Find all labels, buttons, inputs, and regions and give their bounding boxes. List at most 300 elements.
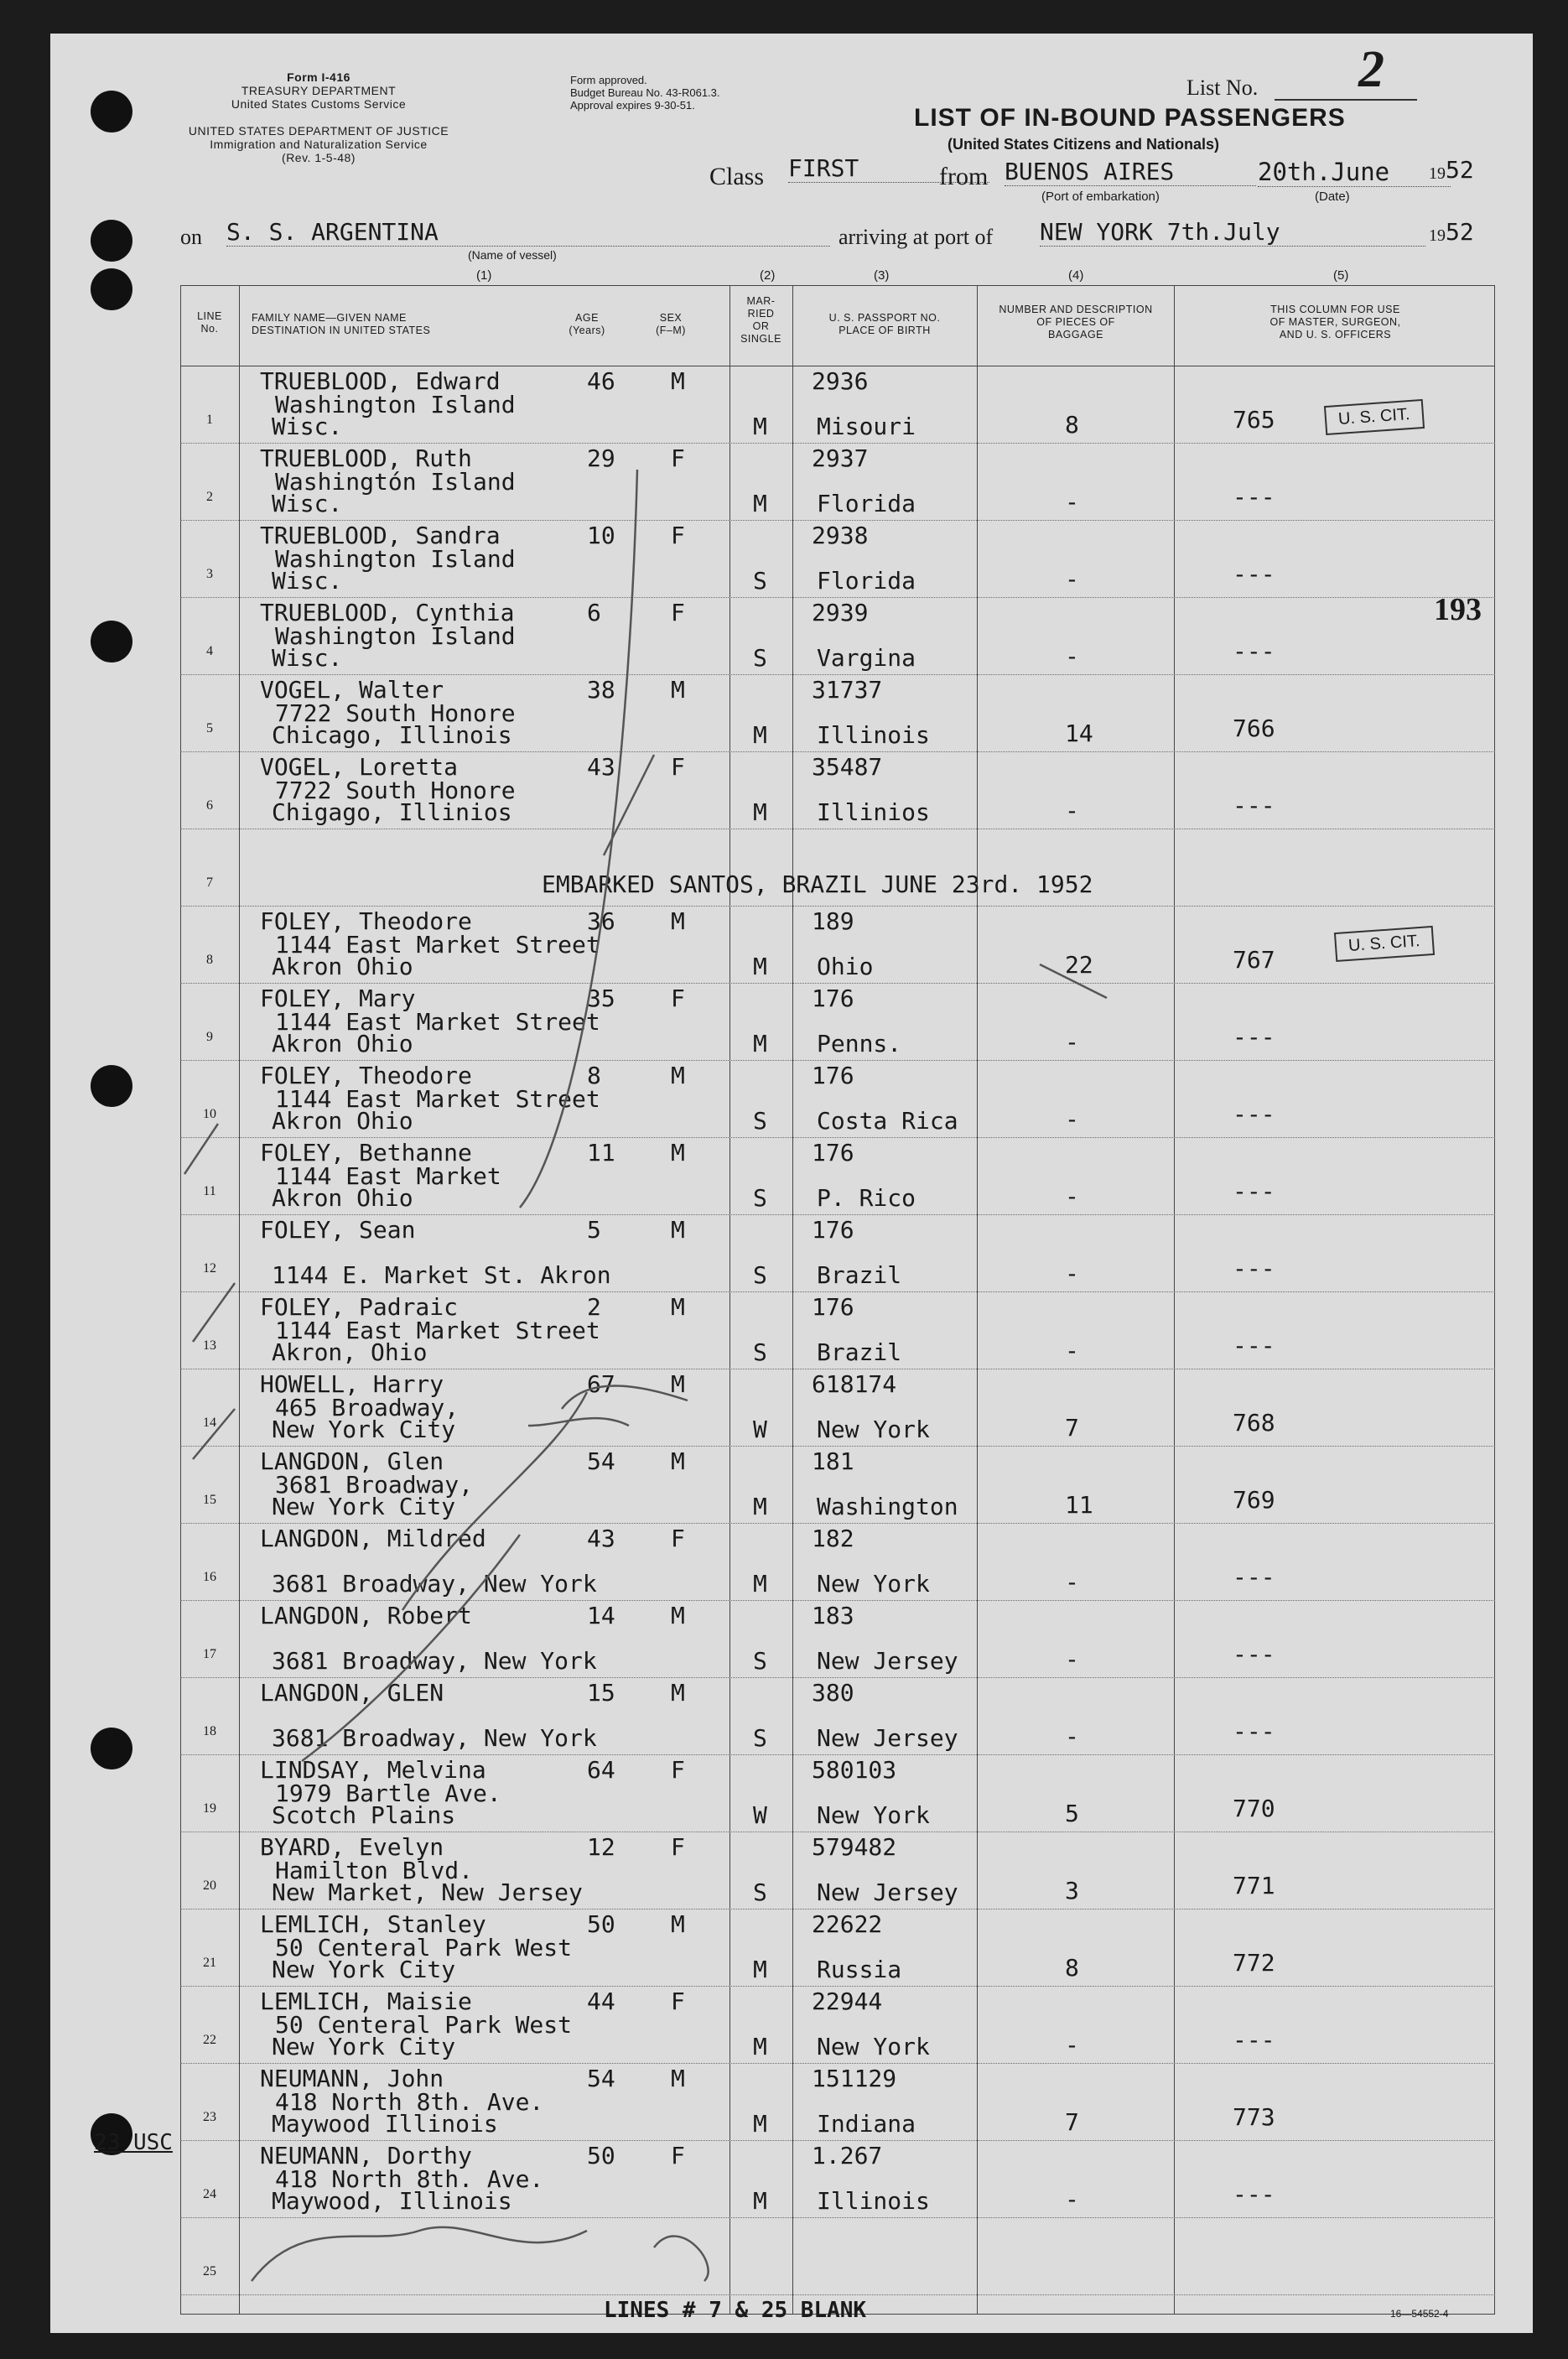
line-number: 2 (206, 490, 213, 504)
passenger-name: FOLEY, Theodore (260, 1062, 472, 1089)
address-line-1: 1144 East Market Street (275, 931, 600, 959)
passenger-name: VOGEL, Loretta (260, 753, 459, 781)
passenger-name: TRUEBLOOD, Sandra (260, 522, 501, 549)
officer-number-cell: 768 (1233, 1409, 1275, 1437)
baggage-count-cell: 7 (1065, 1414, 1079, 1442)
place-of-birth-cell: Illinios (817, 798, 930, 826)
approval-expires: Approval expires 9-30-51. (570, 99, 695, 112)
passport-number-cell: 176 (812, 1139, 854, 1167)
baggage-count-cell: - (1065, 1568, 1079, 1596)
sex-cell: F (671, 1833, 685, 1861)
baggage-count-cell: 11 (1065, 1491, 1093, 1519)
marital-status-cell: M (753, 1030, 767, 1057)
address-line-1: 1144 East Market (275, 1162, 501, 1190)
passport-number-cell: 176 (812, 1293, 854, 1321)
age-cell: 29 (587, 444, 615, 472)
officer-number-cell: 765 (1233, 406, 1275, 434)
arriving-label: arriving at port of (839, 225, 994, 249)
address-line-1: 1144 East Market Street (275, 1085, 600, 1113)
address-line-2: New York City (272, 1416, 456, 1443)
passenger-name: LANGDON, GLEN (260, 1679, 444, 1707)
officer-number-cell: --- (1233, 1177, 1275, 1205)
passport-number-cell: 176 (812, 1062, 854, 1089)
sex-cell: M (671, 1447, 685, 1475)
marital-status-cell: M (753, 1956, 767, 1983)
line-number: 19 (203, 1801, 216, 1816)
baggage-count-cell: 8 (1065, 1954, 1079, 1982)
baggage-count-cell: - (1065, 1182, 1079, 1210)
baggage-count-cell: 7 (1065, 2108, 1079, 2136)
ins-service: Immigration and Naturalization Service (210, 138, 428, 151)
address-line-2: New York City (272, 2033, 456, 2060)
place-of-birth-cell: Brazil (817, 1261, 902, 1289)
baggage-count-cell: - (1065, 2031, 1079, 2059)
col-header-line: LINE No. (197, 310, 222, 335)
vessel-name: S. S. ARGENTINA (226, 218, 830, 247)
age-cell: 6 (587, 599, 601, 626)
age-cell: 50 (587, 1910, 615, 1938)
address-line-2: Scotch Plains (272, 1801, 456, 1829)
passport-number-cell: 181 (812, 1447, 854, 1475)
baggage-count-cell: 8 (1065, 411, 1079, 439)
sex-cell: M (671, 1679, 685, 1707)
place-of-birth-cell: Indiana (817, 2110, 916, 2138)
age-cell: 5 (587, 1216, 601, 1244)
address-line-2: Wisc. (272, 644, 343, 672)
age-cell: 46 (587, 367, 615, 395)
baggage-count-cell: - (1065, 488, 1079, 516)
sex-cell: F (671, 1756, 685, 1784)
place-of-birth-cell: Ohio (817, 953, 874, 980)
age-cell: 43 (587, 753, 615, 781)
address-line-1: Washingtón Island (275, 468, 516, 496)
address-line-1: Washington Island (275, 391, 516, 418)
sex-cell: F (671, 599, 685, 626)
address-line-2: Maywood, Illinois (272, 2187, 512, 2215)
marital-status-cell: S (753, 1107, 767, 1135)
passport-number-cell: 176 (812, 1216, 854, 1244)
form-number: Form I-416 (287, 70, 350, 84)
officer-number-cell: --- (1233, 1023, 1275, 1051)
baggage-count-cell: 3 (1065, 1877, 1079, 1904)
age-cell: 14 (587, 1602, 615, 1629)
col-header-officers: THIS COLUMN FOR USE OF MASTER, SURGEON, AND U. S. OFFICERS (1269, 304, 1401, 340)
line-number: 11 (203, 1184, 216, 1198)
place-of-birth-cell: Vargina (817, 644, 916, 672)
justice-dept: UNITED STATES DEPARTMENT OF JUSTICE (188, 124, 449, 138)
passenger-name: FOLEY, Mary (260, 985, 416, 1012)
passenger-name: LEMLICH, Stanley (260, 1910, 486, 1938)
sex-cell: M (671, 1910, 685, 1938)
marital-status-cell: W (753, 1801, 767, 1829)
sex-cell: M (671, 1139, 685, 1167)
passport-number-cell: 31737 (812, 676, 883, 704)
col-header-sex: SEX (F–M) (656, 312, 686, 336)
baggage-count-cell: - (1065, 1645, 1079, 1673)
col-header-name: FAMILY NAME—GIVEN NAME DESTINATION IN UNITED STATES (252, 312, 431, 336)
passport-number-cell: 182 (812, 1525, 854, 1552)
baggage-count-cell: - (1065, 565, 1079, 593)
line-number: 9 (206, 1030, 213, 1044)
officer-number-cell: --- (1233, 1717, 1275, 1745)
baggage-count-cell: 5 (1065, 1800, 1079, 1827)
baggage-count-cell: - (1065, 1105, 1079, 1133)
passenger-name: HOWELL, Harry (260, 1370, 444, 1398)
age-cell: 44 (587, 1987, 615, 2015)
place-of-birth-cell: Penns. (817, 1030, 902, 1057)
marital-status-cell: S (753, 567, 767, 595)
col-number: (2) (760, 268, 776, 283)
age-cell: 43 (587, 1525, 615, 1552)
address-line-2: Chigago, Illinios (272, 798, 512, 826)
embarkation-date: 20th.June (1258, 158, 1451, 187)
age-cell: 11 (587, 1139, 615, 1167)
passport-number-cell: 22622 (812, 1910, 883, 1938)
line-number: 13 (203, 1338, 216, 1353)
age-cell: 35 (587, 985, 615, 1012)
place-of-birth-cell: New York (817, 2033, 930, 2060)
line-number: 5 (206, 721, 213, 735)
officer-number-cell: --- (1233, 1563, 1275, 1591)
line-number: 4 (206, 644, 213, 658)
revision: (Rev. 1-5-48) (282, 151, 356, 164)
baggage-count-cell: - (1065, 797, 1079, 824)
sex-cell: M (671, 367, 685, 395)
sex-cell: M (671, 1602, 685, 1629)
marital-status-cell: W (753, 1416, 767, 1443)
document-subtitle: (United States Citizens and Nationals) (948, 136, 1220, 153)
passport-number-cell: 579482 (812, 1833, 897, 1861)
line-number: 6 (206, 798, 213, 813)
address-line-2: New York City (272, 1493, 456, 1520)
address-line-1: 465 Broadway, (275, 1394, 459, 1421)
col-header-married: MAR- RIED OR SINGLE (740, 295, 781, 345)
marital-status-cell: M (753, 1493, 767, 1520)
year-prefix: 19 (1429, 164, 1446, 183)
col-number: (4) (1068, 268, 1084, 283)
place-of-birth-cell: Illinois (817, 2187, 930, 2215)
address-line-1: Washington Island (275, 545, 516, 573)
sex-cell: F (671, 444, 685, 472)
place-of-birth-cell: New York (817, 1416, 930, 1443)
sex-cell: F (671, 1525, 685, 1552)
on-label: on (180, 225, 202, 249)
marital-status-cell: M (753, 2110, 767, 2138)
place-of-birth-cell: Washington (817, 1493, 958, 1520)
class-value: FIRST (788, 154, 989, 183)
passport-number-cell: 2936 (812, 367, 869, 395)
col-header-age: AGE (Years) (569, 312, 605, 336)
line-number: 8 (206, 953, 213, 967)
line-number: 15 (203, 1493, 216, 1507)
col-header-baggage: NUMBER AND DESCRIPTION OF PIECES OF BAGGAGE (999, 304, 1153, 340)
officer-number-cell: --- (1233, 2026, 1275, 2054)
address-line-2: Chicago, Illinois (272, 721, 512, 749)
address-line-2: New York City (272, 1956, 456, 1983)
marital-status-cell: S (753, 1338, 767, 1366)
officer-number-cell: 770 (1233, 1795, 1275, 1822)
age-cell: 10 (587, 522, 615, 549)
address-line-2: 3681 Broadway, New York (272, 1647, 597, 1675)
place-of-birth-cell: Illinois (817, 721, 930, 749)
year-value: 52 (1446, 156, 1474, 184)
address-line-2: Maywood Illinois (272, 2110, 498, 2138)
line-number: 14 (203, 1416, 216, 1430)
arrival-year-prefix: 19 (1429, 226, 1446, 245)
officer-number-cell: --- (1233, 637, 1275, 665)
sex-cell: M (671, 1293, 685, 1321)
officer-number-cell: --- (1233, 1640, 1275, 1668)
line-number: 1 (206, 413, 213, 427)
passport-number-cell: 2939 (812, 599, 869, 626)
document-title: LIST OF IN-BOUND PASSENGERS (914, 104, 1346, 132)
officer-number-cell: --- (1233, 2180, 1275, 2208)
address-line-2: Akron Ohio (272, 953, 413, 980)
address-line-1: 418 North 8th. Ave. (275, 2088, 544, 2116)
line-number: 18 (203, 1724, 216, 1738)
age-cell: 2 (587, 1293, 601, 1321)
passenger-name: NEUMANN, Dorthy (260, 2142, 472, 2169)
age-cell: 54 (587, 2065, 615, 2092)
marital-status-cell: M (753, 1570, 767, 1598)
arrival-port-date: NEW YORK 7th.July (1040, 218, 1425, 247)
officer-number-cell: 772 (1233, 1949, 1275, 1977)
place-of-birth-cell: Florida (817, 567, 916, 595)
passenger-name: NEUMANN, John (260, 2065, 444, 2092)
address-line-2: Akron Ohio (272, 1030, 413, 1057)
sex-cell: M (671, 1216, 685, 1244)
address-line-1: 3681 Broadway, (275, 1471, 474, 1499)
passenger-name: VOGEL, Walter (260, 676, 444, 704)
passport-number-cell: 2937 (812, 444, 869, 472)
marital-status-cell: M (753, 2033, 767, 2060)
passport-number-cell: 618174 (812, 1370, 897, 1398)
passenger-name: FOLEY, Sean (260, 1216, 416, 1244)
address-line-1: Washington Island (275, 622, 516, 650)
passenger-name: FOLEY, Theodore (260, 907, 472, 935)
officer-number-cell: --- (1233, 560, 1275, 588)
passport-number-cell: 580103 (812, 1756, 897, 1784)
age-cell: 67 (587, 1370, 615, 1398)
baggage-count-cell: - (1065, 1260, 1079, 1287)
officer-number-cell: --- (1233, 1255, 1275, 1282)
col-number: (1) (476, 268, 492, 283)
place-of-birth-cell: New Jersey (817, 1878, 958, 1906)
address-line-2: 3681 Broadway, New York (272, 1724, 597, 1752)
officer-number-cell: 766 (1233, 714, 1275, 742)
form-sheet (50, 34, 1533, 2333)
age-cell: 12 (587, 1833, 615, 1861)
place-of-birth-cell: Florida (817, 490, 916, 517)
line-number: 7 (206, 876, 213, 890)
passport-number-cell: 380 (812, 1679, 854, 1707)
address-line-2: Wisc. (272, 567, 343, 595)
place-of-birth-cell: Misouri (817, 413, 916, 440)
marital-status-cell: S (753, 644, 767, 672)
passenger-name: LINDSAY, Melvina (260, 1756, 486, 1784)
officer-number-cell: --- (1233, 483, 1275, 511)
marital-status-cell: M (753, 953, 767, 980)
sex-cell: F (671, 2142, 685, 2169)
passenger-name: LANGDON, Glen (260, 1447, 444, 1475)
passport-number-cell: 189 (812, 907, 854, 935)
passenger-name: LANGDON, Robert (260, 1602, 472, 1629)
passport-number-cell: 1.267 (812, 2142, 883, 2169)
address-line-2: Wisc. (272, 413, 343, 440)
list-no-value: 2 (1358, 41, 1384, 98)
treasury-dept: TREASURY DEPARTMENT (241, 84, 397, 97)
address-line-1: 7722 South Honore (275, 777, 516, 804)
address-line-1: 1979 Bartle Ave. (275, 1780, 501, 1807)
marital-status-cell: M (753, 490, 767, 517)
line-number: 24 (203, 2187, 216, 2201)
form-approved: Form approved. (570, 74, 647, 86)
baggage-count-cell: - (1065, 2185, 1079, 2213)
address-line-2: 1144 E. Market St. Akron (272, 1261, 611, 1289)
address-line-1: 1144 East Market Street (275, 1008, 600, 1036)
passport-number-cell: 2938 (812, 522, 869, 549)
date-caption: (Date) (1315, 190, 1350, 204)
officer-number-cell: 773 (1233, 2103, 1275, 2131)
sex-cell: M (671, 1370, 685, 1398)
col-header-passport: U. S. PASSPORT NO. PLACE OF BIRTH (828, 312, 941, 336)
passport-number-cell: 176 (812, 985, 854, 1012)
baggage-count-cell: - (1065, 1028, 1079, 1056)
marital-status-cell: S (753, 1878, 767, 1906)
marital-status-cell: S (753, 1184, 767, 1212)
list-no-label: List No. (1186, 75, 1259, 100)
sex-cell: M (671, 2065, 685, 2092)
port-caption: (Port of embarkation) (1041, 190, 1160, 204)
marital-status-cell: M (753, 798, 767, 826)
age-cell: 15 (587, 1679, 615, 1707)
address-line-1: 418 North 8th. Ave. (275, 2165, 544, 2193)
baggage-count-cell: - (1065, 642, 1079, 670)
vessel-caption: (Name of vessel) (468, 248, 557, 262)
marital-status-cell: M (753, 413, 767, 440)
line-number: 17 (203, 1647, 216, 1661)
address-line-2: Akron Ohio (272, 1184, 413, 1212)
address-line-2: New Market, New Jersey (272, 1878, 583, 1906)
line-number: 21 (203, 1956, 216, 1970)
class-label: Class (709, 163, 765, 190)
passenger-name: FOLEY, Bethanne (260, 1139, 472, 1167)
marital-status-cell: M (753, 721, 767, 749)
sex-cell: F (671, 522, 685, 549)
address-line-2: Akron, Ohio (272, 1338, 428, 1366)
marital-status-cell: S (753, 1724, 767, 1752)
us-citizen-stamp: U. S. CIT. (1334, 926, 1435, 962)
line-number: 23 (203, 2110, 216, 2124)
place-of-birth-cell: Russia (817, 1956, 902, 1983)
officer-number-cell: --- (1233, 1332, 1275, 1359)
officer-number-cell: 769 (1233, 1486, 1275, 1514)
sex-cell: F (671, 1987, 685, 2015)
from-label: from (939, 163, 989, 190)
address-line-1: 1144 East Market Street (275, 1317, 600, 1344)
line-number: 10 (203, 1107, 216, 1121)
age-cell: 54 (587, 1447, 615, 1475)
footer-note: LINES # 7 & 25 BLANK (604, 2298, 867, 2323)
baggage-count-cell: 14 (1065, 720, 1093, 747)
line-number: 22 (203, 2033, 216, 2047)
place-of-birth-cell: New York (817, 1801, 930, 1829)
place-of-birth-cell: New York (817, 1570, 930, 1598)
marital-status-cell: S (753, 1261, 767, 1289)
baggage-count-cell: - (1065, 1722, 1079, 1750)
passport-number-cell: 151129 (812, 2065, 897, 2092)
passenger-name: FOLEY, Padraic (260, 1293, 459, 1321)
age-cell: 64 (587, 1756, 615, 1784)
customs-service: United States Customs Service (231, 97, 407, 111)
arrival-year-value: 52 (1446, 218, 1474, 246)
age-cell: 38 (587, 676, 615, 704)
marital-status-cell: M (753, 2187, 767, 2215)
age-cell: 50 (587, 2142, 615, 2169)
passenger-name: TRUEBLOOD, Ruth (260, 444, 472, 472)
address-line-1: 7722 South Honore (275, 699, 516, 727)
form-code: 16—54552-4 (1390, 2308, 1449, 2320)
passenger-name: LEMLICH, Maisie (260, 1987, 472, 2015)
passport-number-cell: 35487 (812, 753, 883, 781)
passport-number-cell: 22944 (812, 1987, 883, 2015)
address-line-2: 3681 Broadway, New York (272, 1570, 597, 1598)
passenger-name: TRUEBLOOD, Cynthia (260, 599, 515, 626)
baggage-count-cell: - (1065, 1337, 1079, 1364)
col-number: (3) (874, 268, 890, 283)
line-number: 3 (206, 567, 213, 581)
baggage-count-cell: 22 (1065, 951, 1093, 979)
sex-cell: F (671, 753, 685, 781)
age-cell: 8 (587, 1062, 601, 1089)
address-line-2: Wisc. (272, 490, 343, 517)
budget-bureau: Budget Bureau No. 43-R061.3. (570, 86, 720, 99)
passenger-name: BYARD, Evelyn (260, 1833, 444, 1861)
sex-cell: M (671, 676, 685, 704)
place-of-birth-cell: Brazil (817, 1338, 902, 1366)
margin-number: 193 (1434, 592, 1482, 627)
line-number: 12 (203, 1261, 216, 1276)
address-line-1: 50 Centeral Park West (275, 1934, 573, 1962)
officer-number-cell: 767 (1233, 946, 1275, 974)
place-of-birth-cell: Costa Rica (817, 1107, 958, 1135)
us-citizen-stamp: U. S. CIT. (1324, 399, 1425, 435)
sex-cell: M (671, 1062, 685, 1089)
embarked-note: EMBARKED SANTOS, BRAZIL JUNE 23rd. 1952 (542, 870, 1093, 898)
address-line-2: Akron Ohio (272, 1107, 413, 1135)
sex-cell: F (671, 985, 685, 1012)
passport-number-cell: 183 (812, 1602, 854, 1629)
passenger-name: LANGDON, Mildred (260, 1525, 486, 1552)
sex-cell: M (671, 907, 685, 935)
address-line-1: 50 Centeral Park West (275, 2011, 573, 2039)
officer-number-cell: --- (1233, 1100, 1275, 1128)
place-of-birth-cell: New Jersey (817, 1647, 958, 1675)
place-of-birth-cell: P. Rico (817, 1184, 916, 1212)
officer-number-cell: 771 (1233, 1872, 1275, 1899)
line-number: 25 (203, 2264, 216, 2278)
port-of-embarkation: BUENOS AIRES (1005, 158, 1256, 186)
left-note: 23 USC (94, 2130, 173, 2155)
address-line-1: Hamilton Blvd. (275, 1857, 474, 1884)
passenger-name: TRUEBLOOD, Edward (260, 367, 501, 395)
line-number: 16 (203, 1570, 216, 1584)
handwritten-marks (50, 34, 1533, 2333)
officer-number-cell: --- (1233, 792, 1275, 819)
line-number: 20 (203, 1878, 216, 1893)
place-of-birth-cell: New Jersey (817, 1724, 958, 1752)
marital-status-cell: S (753, 1647, 767, 1675)
